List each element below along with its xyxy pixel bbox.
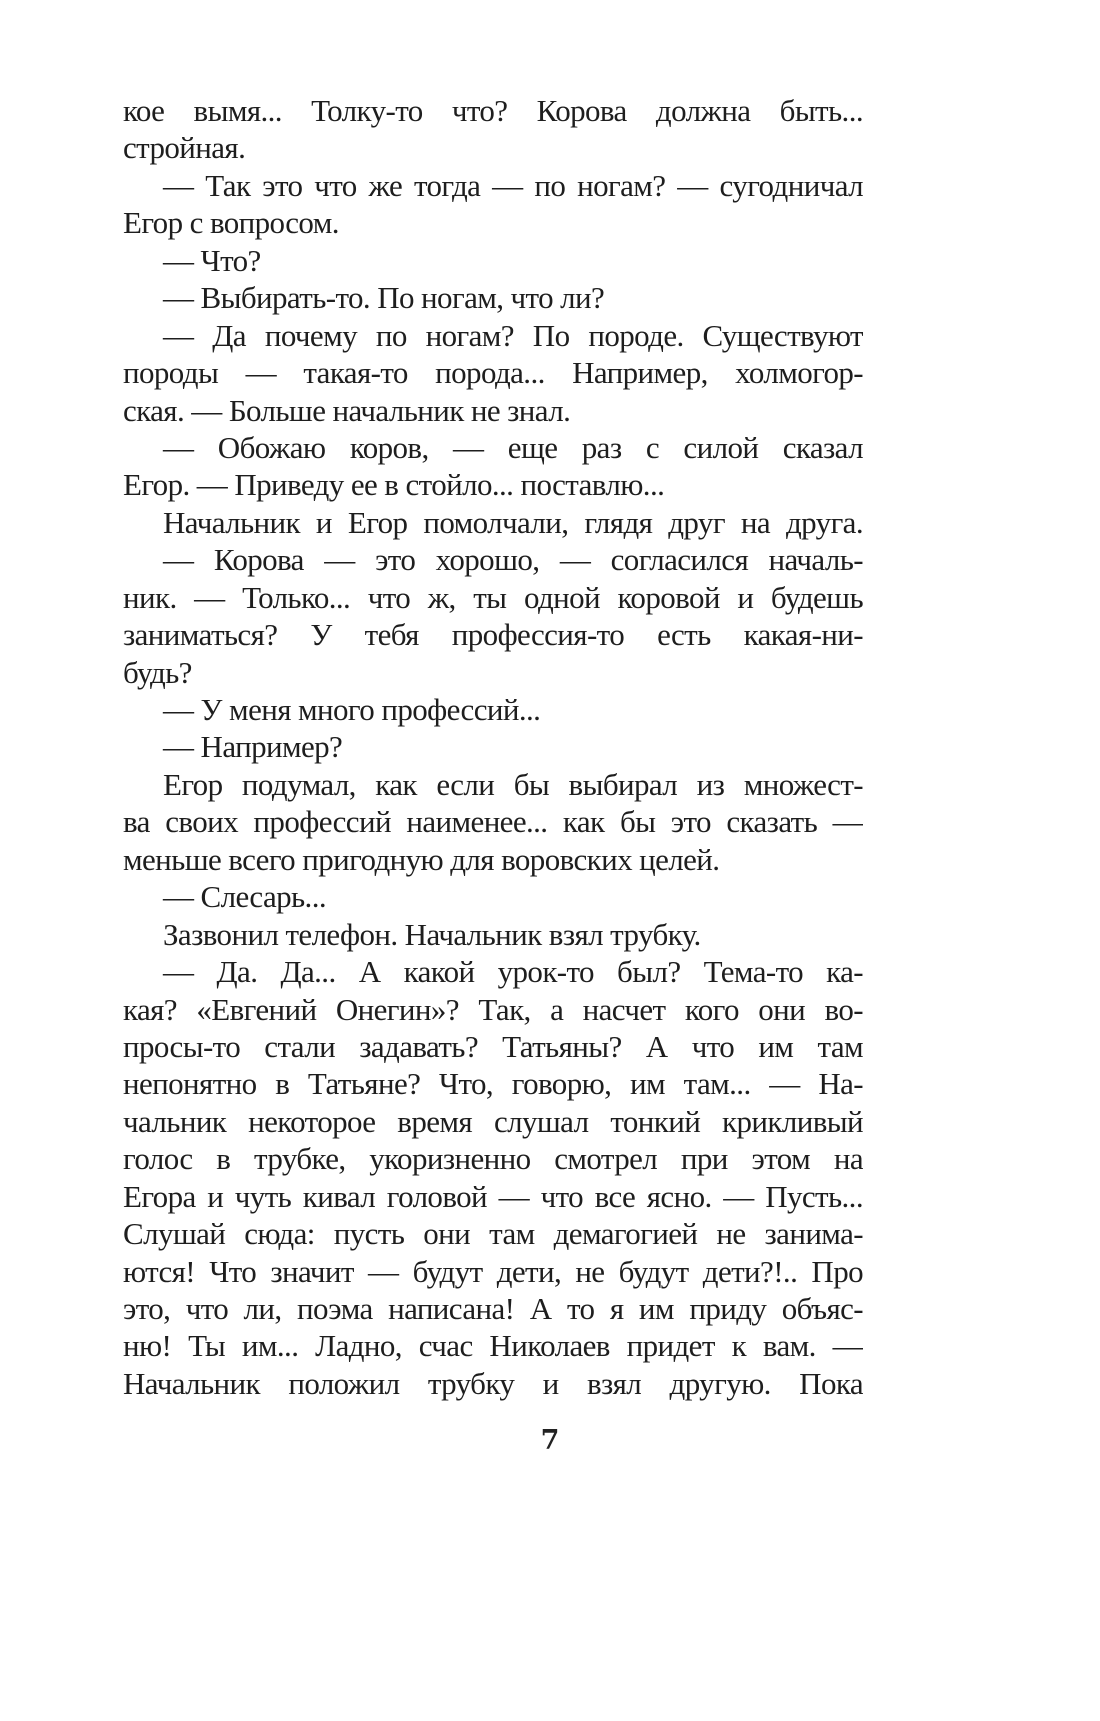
text-line: ская. — Больше начальник не знал. [123, 392, 571, 428]
page-number: 7 [540, 1425, 560, 1456]
text-line: Егор с вопросом. [123, 205, 339, 241]
text-line: чальник некоторое время слушал тонкий крикливый [123, 1103, 863, 1139]
text-line: Егора и чуть кивал головой — что все ясно. — Пусть... [123, 1178, 863, 1214]
text-line: — У меня много профессий... [163, 692, 541, 727]
text-line: — Выбирать-то. По ногам, что ли? [163, 280, 605, 316]
text-line: — Например? [163, 729, 343, 765]
text-line: непонятно в Татьяне? Что, говорю, им там... — На- [123, 1066, 863, 1102]
text-line: Слушай сюда: пусть они там демагогией не занима- [123, 1216, 863, 1252]
text-line: голос в трубке, укоризненно смотрел при этом на [123, 1141, 863, 1177]
text-line: — Да. Да... А какой урок-то был? Тема-то ка- [163, 954, 863, 990]
text-line: ник. — Только... что ж, ты одной коровой и будешь [123, 579, 863, 615]
text-line: ются! Что значит — будут дети, не будут дети?!.. Про [123, 1253, 863, 1289]
text-line: Егор. — Приведу ее в стойло... поставлю... [123, 467, 665, 503]
text-line: Зазвонил телефон. Начальник взял трубку. [163, 916, 701, 952]
text-line: стройная. [123, 130, 246, 166]
text-line: Начальник положил трубку и взял другую. Пока [123, 1365, 863, 1401]
text-line: — Обожаю коров, — еще раз с силой сказал [163, 429, 863, 465]
text-line: ва своих профессий наименее... как бы это сказать — [123, 804, 863, 840]
text-line: породы — такая-то порода... Например, холмогор- [123, 355, 863, 391]
text-line: кая? «Евгений Онегин»? Так, а насчет кого они во- [123, 991, 863, 1027]
text-line: меньше всего пригодную для воровских целей. [123, 841, 720, 877]
text-line: — Корова — это хорошо, — согласился началь- [163, 542, 863, 578]
text-line: — Что? [163, 242, 261, 278]
text-line: Егор подумал, как если бы выбирал из множест- [163, 766, 863, 802]
text-line: Начальник и Егор помолчали, глядя друг на друга. [163, 504, 863, 540]
text-line: — Так это что же тогда — по ногам? — сугодничал [163, 167, 863, 203]
text-line: заниматься? У тебя профессия-то есть какая-ни- [123, 617, 863, 653]
book-page-text [123, 92, 863, 1402]
text-line: — Да почему по ногам? По породе. Существуют [163, 317, 863, 353]
text-line: это, что ли, поэма написана! А то я им приду объяс- [123, 1291, 863, 1326]
text-line: — Слесарь... [163, 879, 327, 915]
text-line: кое вымя... Толку-то что? Корова должна быть... [123, 93, 863, 128]
text-line: просы-то стали задавать? Татьяны? А что им там [123, 1028, 863, 1064]
text-line: ню! Ты им... Ладно, счас Николаев придет к вам. — [123, 1328, 863, 1364]
text-line: будь? [123, 654, 192, 690]
